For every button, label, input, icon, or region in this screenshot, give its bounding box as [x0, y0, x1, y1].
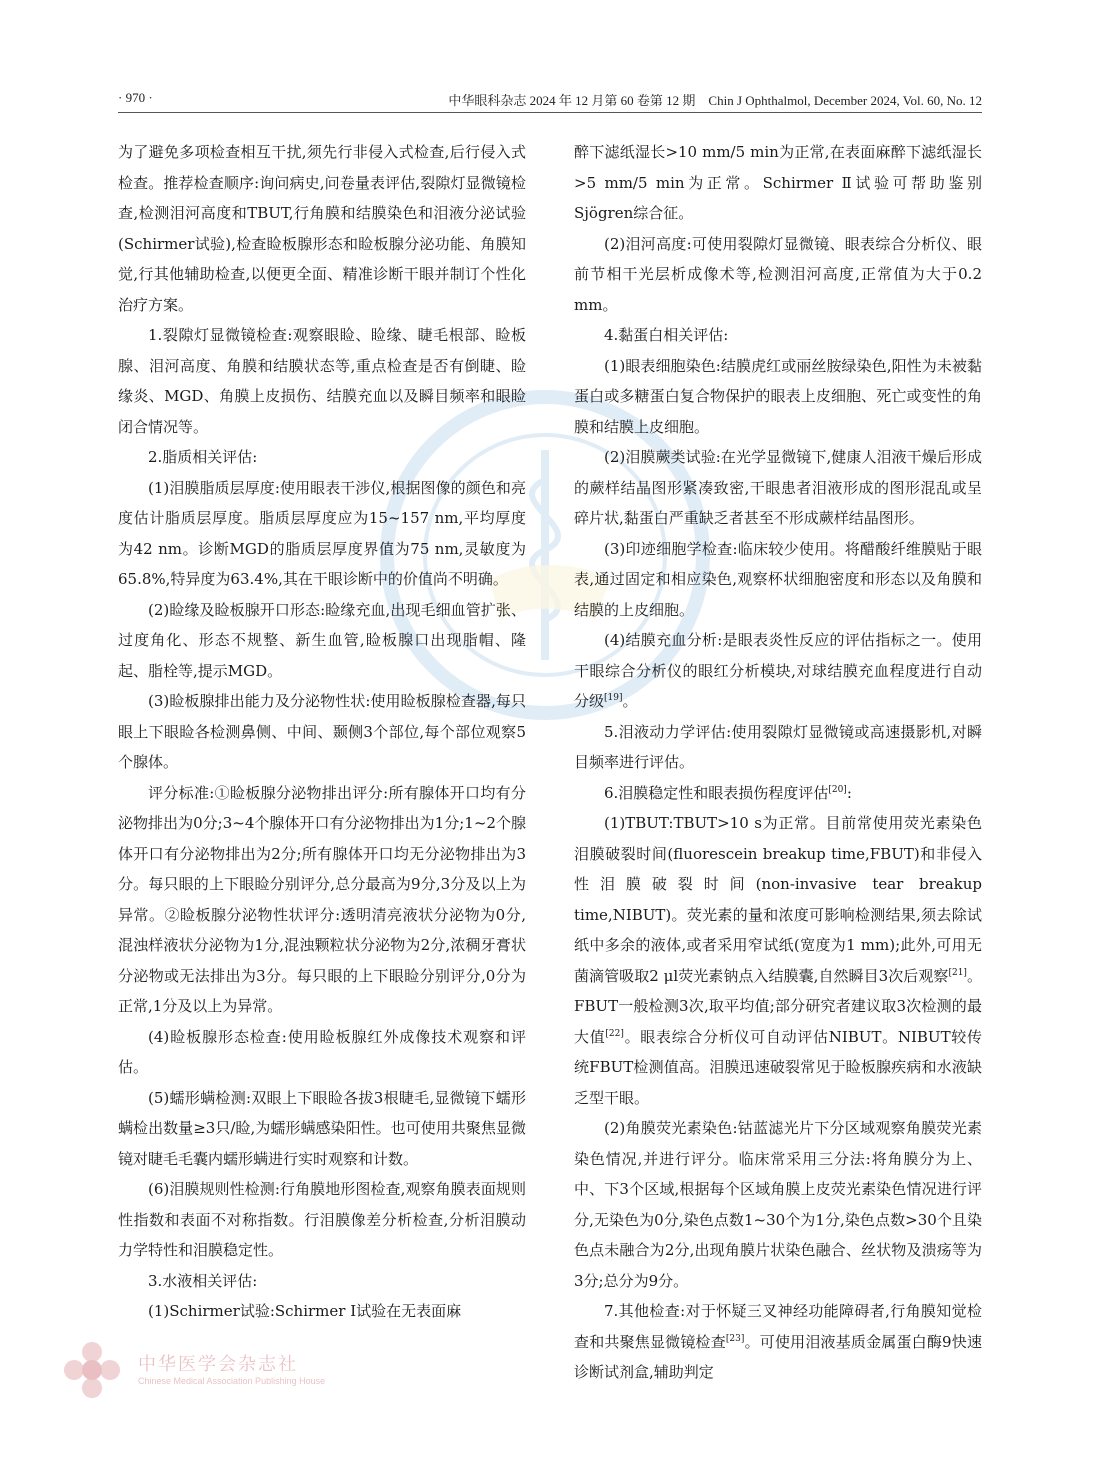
paragraph: (6)泪膜规则性检测:行角膜地形图检查,观察角膜表面规则性指数和表面不对称指数。行泪膜像差分析检查,分析泪膜动力学特性和泪膜稳定性。 — [118, 1180, 526, 1259]
left-column — [118, 137, 526, 1327]
paragraph: (2)泪河高度:可使用裂隙灯显微镜、眼表综合分析仪、眼前节相干光层析成像术等,检测泪河高度,正常值为大于0.2 mm。 — [574, 234, 982, 314]
paragraph: 1.裂隙灯显微镜检查:观察眼睑、睑缘、睫毛根部、睑板腺、泪河高度、角膜和结膜状态等,重点检查是否有倒睫、睑缘炎、MGD、角膜上皮损伤、结膜充血以及瞬目频率和眼睑闭合情况等。 — [118, 326, 526, 436]
paragraph: (2)角膜荧光素染色:钴蓝滤光片下分区域观察角膜荧光素染色情况,并进行评分。临床常采用三分法:将角膜分为上、中、下3个区域,根据每个区域角膜上皮荧光素染色情况进行评分,无染色为0分,染色点数1~30个为1分,染色点数>30个且染色点未融合为2分,出现角膜片状染色融合、丝状物及溃疡等为3分;总分为9分。 — [574, 1119, 982, 1290]
paragraph: (3)印迹细胞学检查:临床较少使用。将醋酸纤维膜贴于眼表,通过固定和相应染色,观察杯状细胞密度和形态以及角膜和结膜的上皮细胞。 — [574, 539, 982, 619]
running-header — [118, 86, 982, 110]
paragraph: (1)TBUT:TBUT>10 s为正常。目前常使用荧光素染色泪膜破裂时间(fluorescein breakup time,FBUT)和非侵入性泪膜破裂时间(non-invasive tear breakup time,NIBUT)。荧光素的量和浓度可影响检测结果,须去除试纸中多余的液体,或者采用窄试纸(宽度为1 mm);此外,可用无菌滴管吸取2 μl荧光素钠点入结膜囊,自然瞬目3次后观察[21]。FBUT一般检测3次,取平均值;部分研究者建议取3次检测的最大值[22]。眼表综合分析仪可自动评估NIBUT。NIBUT较传统FBUT检测值高。泪膜迅速破裂常见于睑板腺疾病和水液缺乏型干眼。 — [574, 814, 982, 1107]
paragraph: (4)睑板腺形态检查:使用睑板腺红外成像技术观察和评估。 — [118, 1027, 526, 1076]
publisher-name-en: Chinese Medical Association Publishing House — [138, 1376, 326, 1386]
publisher-name: 中华医学会杂志社 — [138, 1354, 298, 1375]
section-heading: 2.脂质相关评估: — [148, 448, 258, 466]
paragraph: 评分标准:①睑板腺分泌物排出评分:所有腺体开口均有分泌物排出为0分;3~4个腺体开口有分泌物排出为1分;1~2个腺体开口有分泌物排出为2分;所有腺体开口均无分泌物排出为3分。每只眼的上下眼睑分别评分,总分最高为9分,3分及以上为异常。②睑板腺分泌物性状评分:透明清亮液状分泌物为0分,混浊样液状分泌物为1分,混浊颗粒状分泌物为2分,浓稠牙膏状分泌物或无法排出为3分。每只眼的上下眼睑分别评分,0分为正常,1分及以上为异常。 — [118, 783, 526, 1015]
paragraph: 为了避免多项检查相互干扰,须先行非侵入式检查,后行侵入式检查。推荐检查顺序:询问病史,问卷量表评估,裂隙灯显微镜检查,检测泪河高度和TBUT,行角膜和结膜染色和泪液分泌试验(Schirmer试验),检查睑板腺形态和睑板腺分泌功能、角膜知觉,行其他辅助检查,以便更全面、精准诊断干眼并制订个性化治疗方案。 — [118, 143, 526, 314]
journal-citation: 中华眼科杂志 2024 年 12 月第 60 卷第 12 期 Chin J Ophthalmol, December 2024, Vol. 60, No. 12 — [448, 93, 982, 108]
page-number: · 970 · — [118, 90, 153, 105]
header-divider — [118, 112, 982, 113]
flower-logo-icon — [62, 1340, 122, 1400]
paragraph: (2)睑缘及睑板腺开口形态:睑缘充血,出现毛细血管扩张、过度角化、形态不规整、新生血管,睑板腺口出现脂帽、隆起、脂栓等,提示MGD。 — [118, 600, 526, 680]
paragraph: (1)Schirmer试验:Schirmer Ⅰ试验在无表面麻 — [148, 1302, 462, 1320]
paragraph: (5)蠕形螨检测:双眼上下眼睑各拔3根睫毛,显微镜下蠕形螨检出数量≥3只/睑,为蠕形螨感染阳性。也可使用共聚焦显微镜对睫毛毛囊内蠕形螨进行实时观察和计数。 — [118, 1088, 526, 1168]
paragraph: (3)睑板腺排出能力及分泌物性状:使用睑板腺检查器,每只眼上下眼睑各检测鼻侧、中间、颞侧3个部位,每个部位观察5个腺体。 — [118, 692, 526, 771]
paragraph: (1)眼表细胞染色:结膜虎红或丽丝胺绿染色,阳性为未被黏蛋白或多糖蛋白复合物保护的眼表上皮细胞、死亡或变性的角膜和结膜上皮细胞。 — [574, 356, 982, 436]
paragraph: (1)泪膜脂质层厚度:使用眼表干涉仪,根据图像的颜色和亮度估计脂质层厚度。脂质层厚度应为15~157 nm,平均厚度为42 nm。诊断MGD的脂质层厚度界值为75 nm,灵敏度为65.8%,特异度为63.4%,其在干眼诊断中的价值尚不明确。 — [118, 478, 526, 588]
paragraph: (4)结膜充血分析:是眼表炎性反应的评估指标之一。使用干眼综合分析仪的眼红分析模块,对球结膜充血程度进行自动分级[19]。 — [574, 631, 982, 710]
paragraph: 7.其他检查:对于怀疑三叉神经功能障碍者,行角膜知觉检查和共聚焦显微镜检查[23]。可使用泪液基质金属蛋白酶9快速诊断试剂盒,辅助判定 — [574, 1302, 982, 1381]
publisher-logo — [62, 1340, 482, 1400]
paragraph: 醉下滤纸湿长>10 mm/5 min为正常,在表面麻醉下滤纸湿长>5 mm/5 min为正常。Schirmer Ⅱ试验可帮助鉴别Sjögren综合征。 — [574, 143, 982, 222]
paragraph: (2)泪膜蕨类试验:在光学显微镜下,健康人泪液干燥后形成的蕨样结晶图形紧凑致密,干眼患者泪液形成的图形混乱或呈碎片状,黏蛋白严重缺乏者甚至不形成蕨样结晶图形。 — [574, 448, 982, 527]
section-heading: 3.水液相关评估: — [148, 1271, 258, 1290]
right-column — [574, 137, 982, 1388]
paragraph: 5.泪液动力学评估:使用裂隙灯显微镜或高速摄影机,对瞬目频率进行评估。 — [574, 722, 982, 771]
section-heading: 4.黏蛋白相关评估: — [604, 326, 729, 344]
section-heading: 6.泪膜稳定性和眼表损伤程度评估[20]: — [604, 783, 852, 802]
